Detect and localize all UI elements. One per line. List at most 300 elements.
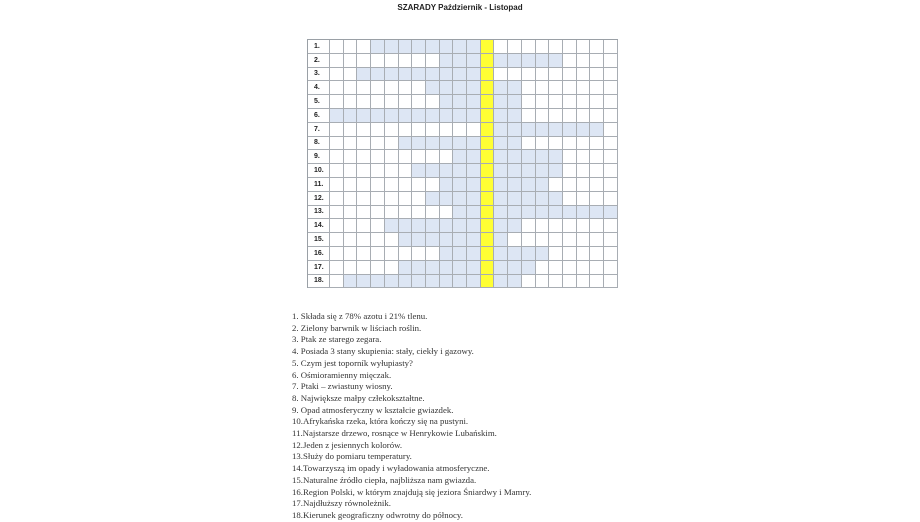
answer-cell[interactable] <box>536 178 550 192</box>
answer-cell[interactable] <box>344 109 358 123</box>
empty-cell <box>399 95 413 109</box>
key-cell[interactable] <box>481 137 495 151</box>
answer-cell[interactable] <box>549 150 563 164</box>
empty-cell <box>330 164 344 178</box>
empty-cell <box>577 109 591 123</box>
answer-cell[interactable] <box>467 81 481 95</box>
answer-cell[interactable] <box>494 247 508 261</box>
empty-cell <box>536 68 550 82</box>
answer-cell[interactable] <box>522 192 536 206</box>
clue-item: 10.Afrykańska rzeka, która kończy się na pustyni. <box>292 416 469 427</box>
empty-cell <box>467 123 481 137</box>
answer-cell[interactable] <box>536 54 550 68</box>
answer-cell[interactable] <box>549 164 563 178</box>
answer-cell[interactable] <box>440 68 454 82</box>
key-cell[interactable] <box>481 247 495 261</box>
empty-cell <box>577 137 591 151</box>
key-cell[interactable] <box>481 150 495 164</box>
key-cell[interactable] <box>481 109 495 123</box>
empty-cell <box>549 219 563 233</box>
empty-cell <box>385 123 399 137</box>
empty-cell <box>577 192 591 206</box>
answer-cell[interactable] <box>440 95 454 109</box>
empty-cell <box>371 219 385 233</box>
empty-cell <box>412 123 426 137</box>
empty-cell <box>563 109 577 123</box>
answer-cell[interactable] <box>467 261 481 275</box>
answer-cell[interactable] <box>508 219 522 233</box>
empty-cell <box>549 68 563 82</box>
answer-cell[interactable] <box>453 95 467 109</box>
answer-cell[interactable] <box>412 40 426 54</box>
answer-cell[interactable] <box>508 192 522 206</box>
empty-cell <box>522 40 536 54</box>
answer-cell[interactable] <box>494 275 508 289</box>
empty-cell <box>590 40 604 54</box>
empty-cell <box>344 54 358 68</box>
key-cell[interactable] <box>481 192 495 206</box>
empty-cell <box>357 247 371 261</box>
empty-cell <box>563 178 577 192</box>
clue-item: 9. Opad atmosferyczny w kształcie gwiazdek. <box>292 404 454 415</box>
answer-cell[interactable] <box>563 206 577 220</box>
empty-cell <box>590 261 604 275</box>
empty-cell <box>604 275 618 289</box>
answer-cell[interactable] <box>426 233 440 247</box>
empty-cell <box>357 123 371 137</box>
key-cell[interactable] <box>481 123 495 137</box>
empty-cell <box>604 192 618 206</box>
answer-cell[interactable] <box>536 192 550 206</box>
empty-cell <box>577 95 591 109</box>
answer-cell[interactable] <box>453 178 467 192</box>
empty-cell <box>577 178 591 192</box>
answer-cell[interactable] <box>371 109 385 123</box>
answer-cell[interactable] <box>440 81 454 95</box>
empty-cell <box>563 192 577 206</box>
empty-cell <box>440 206 454 220</box>
answer-cell[interactable] <box>508 54 522 68</box>
answer-cell[interactable] <box>508 261 522 275</box>
empty-cell <box>399 178 413 192</box>
key-cell[interactable] <box>481 275 495 289</box>
answer-cell[interactable] <box>426 137 440 151</box>
empty-cell <box>357 150 371 164</box>
answer-cell[interactable] <box>426 109 440 123</box>
empty-cell <box>604 164 618 178</box>
clue-item: 1. Składa się z 78% azotu i 21% tlenu. <box>292 311 428 321</box>
empty-cell <box>577 247 591 261</box>
answer-cell[interactable] <box>399 233 413 247</box>
answer-cell[interactable] <box>357 68 371 82</box>
empty-cell <box>357 261 371 275</box>
answer-cell[interactable] <box>508 95 522 109</box>
answer-cell[interactable] <box>385 109 399 123</box>
key-cell[interactable] <box>481 233 495 247</box>
empty-cell <box>577 275 591 289</box>
row-number: 16. <box>308 247 330 261</box>
answer-cell[interactable] <box>522 206 536 220</box>
answer-cell[interactable] <box>440 137 454 151</box>
answer-cell[interactable] <box>467 109 481 123</box>
empty-cell <box>590 192 604 206</box>
answer-cell[interactable] <box>494 150 508 164</box>
answer-cell[interactable] <box>426 261 440 275</box>
answer-cell[interactable] <box>549 192 563 206</box>
answer-cell[interactable] <box>453 137 467 151</box>
empty-cell <box>604 261 618 275</box>
empty-cell <box>590 81 604 95</box>
empty-cell <box>536 233 550 247</box>
answer-cell[interactable] <box>371 40 385 54</box>
answer-cell[interactable] <box>549 123 563 137</box>
answer-cell[interactable] <box>494 233 508 247</box>
answer-cell[interactable] <box>440 219 454 233</box>
answer-cell[interactable] <box>426 81 440 95</box>
answer-cell[interactable] <box>453 81 467 95</box>
empty-cell <box>508 233 522 247</box>
empty-cell <box>590 109 604 123</box>
clue-item: 2. Zielony barwnik w liściach roślin. <box>292 322 422 333</box>
answer-cell[interactable] <box>494 219 508 233</box>
answer-cell[interactable] <box>426 68 440 82</box>
answer-cell[interactable] <box>549 54 563 68</box>
empty-cell <box>440 123 454 137</box>
key-cell[interactable] <box>481 261 495 275</box>
answer-cell[interactable] <box>536 206 550 220</box>
answer-cell[interactable] <box>357 109 371 123</box>
answer-cell[interactable] <box>536 123 550 137</box>
empty-cell <box>590 54 604 68</box>
answer-cell[interactable] <box>563 123 577 137</box>
answer-cell[interactable] <box>467 137 481 151</box>
answer-cell[interactable] <box>604 206 618 220</box>
empty-cell <box>357 219 371 233</box>
answer-cell[interactable] <box>522 247 536 261</box>
empty-cell <box>412 206 426 220</box>
empty-cell <box>385 81 399 95</box>
answer-cell[interactable] <box>399 109 413 123</box>
answer-cell[interactable] <box>440 164 454 178</box>
answer-cell[interactable] <box>399 261 413 275</box>
empty-cell <box>590 275 604 289</box>
empty-cell <box>371 247 385 261</box>
answer-cell[interactable] <box>522 178 536 192</box>
empty-cell <box>604 68 618 82</box>
empty-cell <box>536 275 550 289</box>
answer-cell[interactable] <box>453 275 467 289</box>
answer-cell[interactable] <box>508 164 522 178</box>
row-number: 6. <box>308 109 330 123</box>
answer-cell[interactable] <box>467 40 481 54</box>
empty-cell <box>385 192 399 206</box>
answer-cell[interactable] <box>577 206 591 220</box>
answer-cell[interactable] <box>494 206 508 220</box>
answer-cell[interactable] <box>440 261 454 275</box>
empty-cell <box>344 192 358 206</box>
answer-cell[interactable] <box>494 164 508 178</box>
key-cell[interactable] <box>481 219 495 233</box>
answer-cell[interactable] <box>522 123 536 137</box>
answer-cell[interactable] <box>453 261 467 275</box>
answer-cell[interactable] <box>494 192 508 206</box>
key-cell[interactable] <box>481 68 495 82</box>
empty-cell <box>357 192 371 206</box>
empty-cell <box>371 206 385 220</box>
answer-cell[interactable] <box>412 164 426 178</box>
empty-cell <box>412 178 426 192</box>
answer-cell[interactable] <box>330 109 344 123</box>
answer-cell[interactable] <box>467 247 481 261</box>
answer-cell[interactable] <box>494 137 508 151</box>
answer-cell[interactable] <box>467 233 481 247</box>
empty-cell <box>549 95 563 109</box>
empty-cell <box>385 261 399 275</box>
answer-cell[interactable] <box>494 54 508 68</box>
empty-cell <box>412 247 426 261</box>
answer-cell[interactable] <box>453 233 467 247</box>
empty-cell <box>344 233 358 247</box>
answer-cell[interactable] <box>440 233 454 247</box>
answer-cell[interactable] <box>412 137 426 151</box>
answer-cell[interactable] <box>412 109 426 123</box>
answer-cell[interactable] <box>453 247 467 261</box>
answer-cell[interactable] <box>412 68 426 82</box>
answer-cell[interactable] <box>467 192 481 206</box>
empty-cell <box>426 95 440 109</box>
answer-cell[interactable] <box>412 219 426 233</box>
answer-cell[interactable] <box>522 150 536 164</box>
empty-cell <box>453 123 467 137</box>
empty-cell <box>426 247 440 261</box>
empty-cell <box>344 247 358 261</box>
empty-cell <box>536 95 550 109</box>
empty-cell <box>563 233 577 247</box>
answer-cell[interactable] <box>536 150 550 164</box>
empty-cell <box>604 81 618 95</box>
answer-cell[interactable] <box>440 109 454 123</box>
answer-cell[interactable] <box>399 137 413 151</box>
empty-cell <box>344 206 358 220</box>
empty-cell <box>590 68 604 82</box>
answer-cell[interactable] <box>440 178 454 192</box>
answer-cell[interactable] <box>467 219 481 233</box>
answer-cell[interactable] <box>357 275 371 289</box>
empty-cell <box>536 109 550 123</box>
clue-item: 5. Czym jest toporník wyłupiasty? <box>292 357 413 368</box>
answer-cell[interactable] <box>522 54 536 68</box>
answer-cell[interactable] <box>453 150 467 164</box>
answer-cell[interactable] <box>412 275 426 289</box>
empty-cell <box>357 40 371 54</box>
empty-cell <box>563 261 577 275</box>
answer-cell[interactable] <box>494 123 508 137</box>
empty-cell <box>522 95 536 109</box>
answer-cell[interactable] <box>508 109 522 123</box>
empty-cell <box>357 137 371 151</box>
answer-cell[interactable] <box>440 40 454 54</box>
answer-cell[interactable] <box>508 123 522 137</box>
empty-cell <box>577 150 591 164</box>
answer-cell[interactable] <box>440 54 454 68</box>
empty-cell <box>536 40 550 54</box>
row-number: 15. <box>308 233 330 247</box>
empty-cell <box>399 192 413 206</box>
answer-cell[interactable] <box>590 123 604 137</box>
empty-cell <box>330 68 344 82</box>
empty-cell <box>577 54 591 68</box>
answer-cell[interactable] <box>399 219 413 233</box>
answer-cell[interactable] <box>399 40 413 54</box>
empty-cell <box>357 206 371 220</box>
answer-cell[interactable] <box>494 261 508 275</box>
key-cell[interactable] <box>481 206 495 220</box>
empty-cell <box>536 261 550 275</box>
empty-cell <box>330 219 344 233</box>
empty-cell <box>399 150 413 164</box>
answer-cell[interactable] <box>577 123 591 137</box>
answer-cell[interactable] <box>344 275 358 289</box>
answer-cell[interactable] <box>494 109 508 123</box>
answer-cell[interactable] <box>371 68 385 82</box>
empty-cell <box>344 40 358 54</box>
row-number: 11. <box>308 178 330 192</box>
answer-cell[interactable] <box>494 95 508 109</box>
key-cell[interactable] <box>481 164 495 178</box>
answer-cell[interactable] <box>426 275 440 289</box>
answer-cell[interactable] <box>440 247 454 261</box>
answer-cell[interactable] <box>508 275 522 289</box>
key-cell[interactable] <box>481 81 495 95</box>
empty-cell <box>371 233 385 247</box>
empty-cell <box>344 178 358 192</box>
empty-cell <box>549 178 563 192</box>
answer-cell[interactable] <box>399 275 413 289</box>
answer-cell[interactable] <box>453 206 467 220</box>
answer-cell[interactable] <box>453 164 467 178</box>
answer-cell[interactable] <box>494 81 508 95</box>
empty-cell <box>577 68 591 82</box>
answer-cell[interactable] <box>522 164 536 178</box>
answer-cell[interactable] <box>453 192 467 206</box>
empty-cell <box>385 247 399 261</box>
answer-cell[interactable] <box>508 81 522 95</box>
answer-cell[interactable] <box>426 192 440 206</box>
empty-cell <box>604 150 618 164</box>
key-cell[interactable] <box>481 95 495 109</box>
clue-item: 12.Jeden z jesiennych kolorów. <box>292 439 403 450</box>
empty-cell <box>385 137 399 151</box>
empty-cell <box>371 95 385 109</box>
empty-cell <box>399 54 413 68</box>
answer-cell[interactable] <box>453 40 467 54</box>
empty-cell <box>604 137 618 151</box>
answer-cell[interactable] <box>508 178 522 192</box>
empty-cell <box>522 137 536 151</box>
answer-cell[interactable] <box>453 219 467 233</box>
answer-cell[interactable] <box>385 275 399 289</box>
answer-cell[interactable] <box>453 54 467 68</box>
empty-cell <box>426 206 440 220</box>
answer-cell[interactable] <box>508 206 522 220</box>
row-number: 14. <box>308 219 330 233</box>
answer-cell[interactable] <box>412 261 426 275</box>
answer-cell[interactable] <box>426 40 440 54</box>
empty-cell <box>371 81 385 95</box>
key-cell[interactable] <box>481 40 495 54</box>
empty-cell <box>522 219 536 233</box>
empty-cell <box>357 95 371 109</box>
empty-cell <box>357 178 371 192</box>
answer-cell[interactable] <box>508 137 522 151</box>
answer-cell[interactable] <box>426 164 440 178</box>
answer-cell[interactable] <box>467 164 481 178</box>
answer-cell[interactable] <box>549 206 563 220</box>
answer-cell[interactable] <box>467 68 481 82</box>
answer-cell[interactable] <box>590 206 604 220</box>
answer-cell[interactable] <box>453 109 467 123</box>
empty-cell <box>330 206 344 220</box>
empty-cell <box>522 275 536 289</box>
answer-cell[interactable] <box>467 150 481 164</box>
key-cell[interactable] <box>481 54 495 68</box>
answer-cell[interactable] <box>536 164 550 178</box>
answer-cell[interactable] <box>399 68 413 82</box>
empty-cell <box>549 261 563 275</box>
answer-cell[interactable] <box>536 247 550 261</box>
answer-cell[interactable] <box>494 178 508 192</box>
empty-cell <box>604 219 618 233</box>
empty-cell <box>577 164 591 178</box>
empty-cell <box>590 233 604 247</box>
empty-cell <box>412 192 426 206</box>
answer-cell[interactable] <box>440 275 454 289</box>
row-number: 12. <box>308 192 330 206</box>
answer-cell[interactable] <box>371 275 385 289</box>
answer-cell[interactable] <box>508 247 522 261</box>
empty-cell <box>577 40 591 54</box>
clue-item: 6. Ośmioramienny mięczak. <box>292 369 392 380</box>
answer-cell[interactable] <box>467 206 481 220</box>
empty-cell <box>536 81 550 95</box>
answer-cell[interactable] <box>385 68 399 82</box>
answer-cell[interactable] <box>522 261 536 275</box>
key-cell[interactable] <box>481 178 495 192</box>
answer-cell[interactable] <box>426 219 440 233</box>
empty-cell <box>577 219 591 233</box>
answer-cell[interactable] <box>385 40 399 54</box>
answer-cell[interactable] <box>467 178 481 192</box>
empty-cell <box>371 261 385 275</box>
answer-cell[interactable] <box>440 192 454 206</box>
empty-cell <box>440 150 454 164</box>
row-number: 4. <box>308 81 330 95</box>
answer-cell[interactable] <box>467 95 481 109</box>
answer-cell[interactable] <box>412 233 426 247</box>
empty-cell <box>412 54 426 68</box>
answer-cell[interactable] <box>453 68 467 82</box>
clue-item: 17.Najdłuższy równoleżnik. <box>292 498 391 509</box>
row-number: 9. <box>308 150 330 164</box>
empty-cell <box>371 54 385 68</box>
answer-cell[interactable] <box>467 275 481 289</box>
answer-cell[interactable] <box>385 219 399 233</box>
empty-cell <box>549 81 563 95</box>
empty-cell <box>604 178 618 192</box>
answer-cell[interactable] <box>508 150 522 164</box>
answer-cell[interactable] <box>467 54 481 68</box>
empty-cell <box>522 109 536 123</box>
